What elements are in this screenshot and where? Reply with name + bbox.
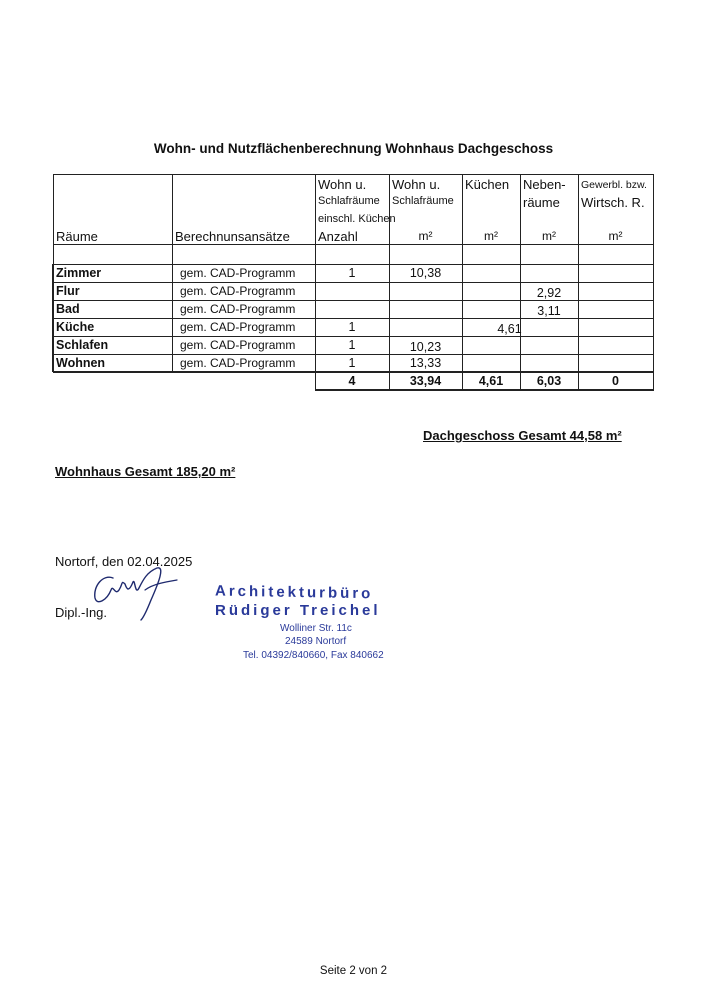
header-col4-line2: Schlafräume [392, 195, 454, 207]
header-col4-unit: m² [418, 229, 433, 243]
room-basis: gem. CAD-Programm [180, 302, 296, 316]
room-name: Flur [56, 284, 80, 298]
office-stamp [215, 584, 384, 661]
total-kitchen: 4,61 [478, 374, 504, 388]
gap-rule [53, 264, 654, 265]
header-basis: Berechnunsansätze [175, 229, 290, 244]
rows-left-edge [52, 264, 54, 372]
room-living: 10,38 [409, 266, 442, 280]
stamp-city: 24589 Nortorf [285, 636, 347, 647]
house-total: Wohnhaus Gesamt 185,20 m² [55, 464, 236, 479]
header-col6-unit: m² [542, 229, 556, 243]
divider-col2 [172, 174, 173, 372]
header-col7-line2: Wirtsch. R. [581, 195, 645, 210]
header-col5-line1: Küchen [465, 177, 510, 192]
header-col3-line2: Schlafräume [318, 195, 380, 207]
document-title: Wohn- und Nutzflächenberechnung Wohnhaus Dachgeschoss [153, 141, 554, 156]
stamp-company: Architekturbüro [215, 582, 374, 603]
room-kitchen: 4,61 [497, 322, 522, 336]
header-rooms: Räume [56, 229, 98, 244]
room-name: Küche [56, 320, 95, 334]
header-col5-unit: m² [484, 229, 498, 243]
total-living: 33,94 [409, 374, 442, 388]
header-col3-line1: Wohn u. [318, 177, 367, 192]
totals-bottom-rule [315, 389, 654, 391]
room-count: 1 [348, 320, 356, 334]
header-col7-unit: m² [608, 229, 623, 243]
room-name: Wohnen [56, 356, 106, 370]
room-basis: gem. CAD-Programm [180, 356, 296, 370]
header-col6-line2: räume [523, 195, 560, 210]
room-basis: gem. CAD-Programm [180, 320, 296, 334]
area-table [53, 174, 654, 391]
room-count: 1 [348, 356, 356, 370]
rows-bottom-rule [53, 371, 654, 373]
header-rule [53, 244, 654, 245]
total-ancillary: 6,03 [536, 374, 562, 388]
stamp-name: Rüdiger Treichel [215, 602, 381, 619]
row-rule [53, 282, 654, 283]
page-number: Seite 2 von 2 [319, 965, 388, 977]
room-count: 1 [348, 338, 356, 352]
signature [85, 560, 195, 622]
place-date: Nortorf, den 02.04.2025 [55, 554, 193, 569]
room-name: Bad [56, 302, 80, 316]
room-basis: gem. CAD-Programm [180, 266, 296, 280]
row-rule [53, 336, 654, 337]
room-ancillary: 2,92 [536, 286, 562, 300]
degree-label: Dipl.-Ing. [55, 605, 108, 620]
stamp-street: Wolliner Str. 11c [280, 623, 352, 634]
room-ancillary: 3,11 [537, 304, 561, 318]
row-rule [53, 300, 654, 301]
header-col3-line3: einschl. Küchen [318, 213, 396, 225]
room-living: 10,23 [409, 340, 442, 354]
total-count: 4 [348, 374, 356, 388]
room-living: 13,33 [409, 356, 442, 370]
total-commercial: 0 [612, 374, 619, 388]
header-col4-line1: Wohn u. [392, 177, 441, 192]
header-col6-line1: Neben- [523, 177, 566, 192]
row-rule [53, 354, 654, 355]
room-name: Zimmer [56, 266, 102, 280]
room-count: 1 [348, 266, 356, 280]
room-name: Schlafen [56, 338, 109, 352]
stamp-phone: Tel. 04392/840660, Fax 840662 [243, 650, 384, 661]
table-border-top [53, 174, 654, 175]
header-col7-line1: Gewerbl. bzw. [581, 179, 647, 191]
room-basis: gem. CAD-Programm [180, 284, 296, 298]
room-basis: gem. CAD-Programm [180, 338, 296, 352]
header-col3-line4: Anzahl [318, 229, 358, 244]
floor-total: Dachgeschoss Gesamt 44,58 m² [423, 428, 622, 443]
row-rule [53, 318, 654, 319]
